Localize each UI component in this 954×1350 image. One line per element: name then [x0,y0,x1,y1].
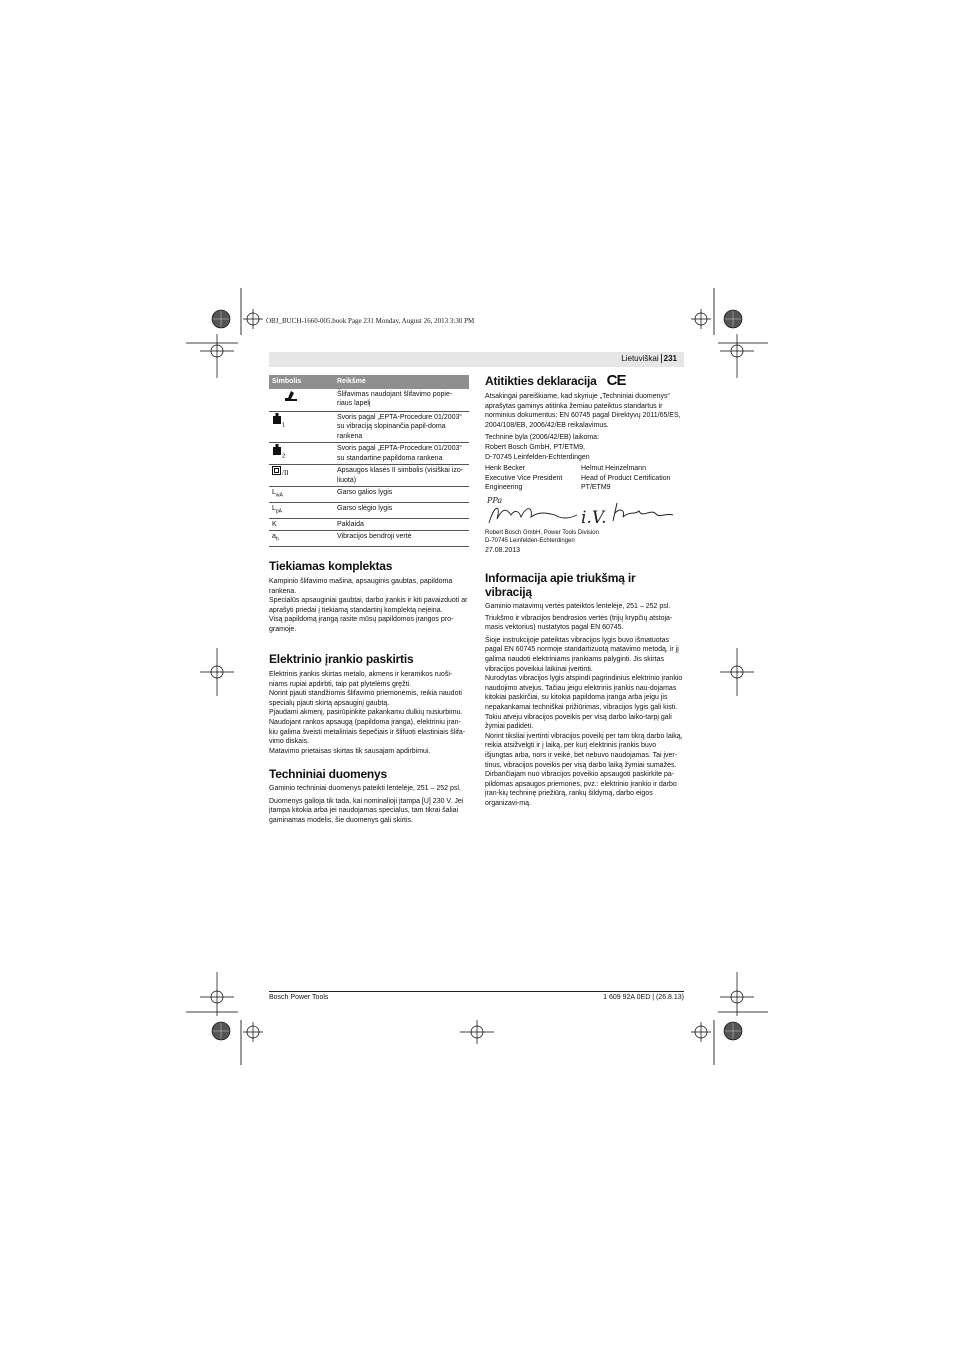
symbol-lwa-sub: wA [275,492,283,499]
supply-section [269,559,469,635]
noise-text-6: Dirbančiajam nuo vibracijos poveikio apsaugoti paskirkite pa-pildomas apsaugos priemones, pvz.: elektrinio įrankio ir darbo įran-kių techninę priežiūrą, rankų šildymą, darbo eigos organizavi-mą. [485,771,677,807]
signatory-right-title: Head of Product Certification [581,474,671,482]
table-cell-meaning: Vibracijos bendroji vertė [334,531,469,547]
ce-mark-icon: CE [606,372,626,389]
header-language: Lietuviškai [621,354,659,363]
supply-title: Tiekiamas komplektas [269,559,393,573]
noise-section [485,571,685,808]
use-text-4: Naudojant rankos apsaugą (papildoma įranga), elektriniu įran-kiu galima šveisti metaliniais šepečiais ir šlifuoti elastiniais šlifa-vimo diskais. [269,718,466,746]
conformity-title: Atitikties deklaracija [485,373,597,388]
conformity-text-4: D-70745 Leinfelden-Echterdingen [485,453,590,461]
weight-icon [272,444,282,459]
noise-text-3: Šioje instrukcijoje pateiktas vibracijos lygis buvo išmatuotas pagal EN 60745 normoje standartizuotą matavimo metodą, ir jį galima naudoti elektriniams įrankiams palyginti. Jis skirtas vibracijos poveikiui laikinai įvertinti. [485,636,679,673]
footer-right: 1 609 92A 0ED | (26.8.13) [603,994,684,1001]
signatory-left-title: Executive Vice President [485,474,563,482]
symbol-lwa: L [272,489,276,496]
page-number: 231 [663,354,677,363]
signatory-right-dept: PT/ETM9 [581,484,611,492]
tech-section [269,767,469,825]
tech-text-1: Gaminio techniniai duomenys pateikti lentelėje, 251 – 252 psl. [269,785,461,792]
weight-subscript: 2 [282,453,286,460]
signatory-left-name: Henk Becker [485,465,526,473]
address-line-1: Robert Bosch GmbH, Power Tools Division [485,529,599,536]
signature-ppa: PPa [487,495,503,505]
use-text-1: Elektrinis įrankis skirtas metalo, akmens ir keramikos ruoši-niams rupiai apdirbti, taip pat plytelėms gręžti. [269,671,453,688]
conformity-section [485,372,685,556]
symbol-ah: a [272,533,276,541]
table-cell-meaning: Paklaida [334,518,469,531]
footer-left: Bosch Power Tools [269,994,329,1001]
table-cell-meaning: Apsaugos klasės II simbolis (visiškai izo-liuota) [334,465,469,487]
symbol-table [269,375,469,547]
protection-class-icon [272,466,282,479]
noise-text-5: Norint tiksliai įvertinti vibracijos poveikį per tam tikrą darbo laiką, reikia atsižvelgti ir į laiką, per kurį elektrinis įrankis buvo išjungtas arba, nors ir veikė, bet nebuvo naudojamas. Tai įver-tinus, vibracijos poveikis per visą darbo laiką žymiai sumažės. [485,732,683,769]
use-section [269,652,469,756]
table-cell-meaning: Šlifavimas naudojant šlifavimo popie-riaus lapelį [334,389,469,412]
table-header-symbol: Simbolis [269,375,334,389]
table-row [269,443,469,465]
use-text-2: Norint pjauti standžiomis šlifavimo priemonėmis, reikia naudoti specialų pjauti skirtą apsauginį gaubtą. [269,690,462,707]
declaration-date: 27.08.2013 [485,546,521,554]
signature-iv: i.V. [581,507,607,528]
noise-title: Informacija apie triukšmą ir vibraciją [485,571,636,599]
noise-text-1: Gaminio matavimų vertės pateiktos lentelėje, 251 – 252 psl. [485,603,671,610]
conformity-text-2: Techninė byla (2006/42/EB) laikoma: [485,434,600,442]
symbol-k: K [269,518,334,531]
header-separator [661,354,662,363]
footer-rule [269,991,684,992]
tech-text-2: Duomenys galioja tik tada, kai nominalioji įtampa [U] 230 V. Jei įtampa kitokia arba jei naudojamas specialus, tam tikrai šaliai gaminamas modelis, šie duomenys gali skirtis. [269,797,464,824]
table-header-meaning: Reikšmė [334,375,469,389]
supply-text-2: Specialūs apsauginiai gaubtai, darbo įrankis ir kiti pavaizduoti ar aprašyti priedai į tiekiamą standartinį komplektą neįeina. [269,597,468,614]
signatures [485,493,685,529]
table-row [269,531,469,547]
page-header [269,352,684,367]
address-line-2: D-70745 Leinfelden-Echterdingen [485,538,575,545]
table-row [269,465,469,487]
signatory-names [485,464,685,474]
use-text-3: Pjaudami akmenį, pasirūpinkite pakankamu dulkių nusiurbimu. [269,709,463,717]
table-row [269,411,469,443]
symbol-lpa-sub: pA [275,508,283,515]
noise-text-2: Triukšmo ir vibracijos bendrosios vertės (trijų krypčių atstoja-masis vektorius) nustatytos pagal EN 60745. [485,614,673,632]
table-cell-meaning: Svoris pagal „EPTA-Procedure 01/2003“ su standartine papildoma rankena [334,443,469,465]
signatory-titles [485,474,685,484]
tech-title: Techniniai duomenys [269,767,387,781]
table-row [269,389,469,412]
use-text-5: Matavimo prietaisas skirtas tik sausajam apdirbimui. [269,747,431,755]
symbol-lpa: L [272,504,276,512]
weight-subscript: 1 [282,421,286,428]
table-cell-meaning: Garso galios lygis [334,487,469,503]
conformity-text-1: Atsakingai pareiškiame, kad skyriuje „Techniniai duomenys“ aprašytas gaminys atitinka žemiau pateiktus standartus ir norminius dokumentus: EN 60745 pagal Direktyvų 2011/65/ES, 2004/108/EB, 2006/42/EB reikalavimus. [485,393,681,429]
conformity-text-3: Robert Bosch GmbH, PT/ETM9, [485,443,585,451]
table-cell-meaning: Garso slėgio lygis [334,502,469,518]
table-header-row [269,375,469,389]
table-cell-meaning: Svoris pagal „EPTA-Procedure 01/2003“ su vibraciją slopinančia papil-doma rankena [334,411,469,443]
supply-text-3: Visą papildomą įrangą rasite mūsų papildomos įrangos pro-gramoje. [269,616,454,633]
signatory-left-dept: Engineering [485,484,523,492]
table-row [269,518,469,531]
signatory-right-name: Helmut Heinzelmann [581,465,646,473]
supply-text-1: Kampinio šlifavimo mašina, apsauginis gaubtas, papildoma rankena. [269,578,453,595]
sanding-sheet-icon [284,390,298,406]
table-row [269,502,469,518]
table-row [269,487,469,503]
use-title: Elektrinio įrankio paskirtis [269,652,414,666]
noise-text-4: Nurodytas vibracijos lygis atspindi pagrindinius elektrinio įrankio naudojimo atvejus. Tačiau jeigu elektrinis įrankis nau-dojamas kitokiai paskirčiai, su kitokia papildoma įranga arba jeigu jis nepakankamai techniškai prižiūrimas, vibracijos lygis gali kisti. Tokiu atveju vibracijos poveikis per visą darbo laiko-tarpį gali žymiai padidėti. [485,675,683,731]
signatory-depts [485,483,685,493]
protection-class-label: /II [282,469,289,477]
file-slug: OBJ_BUCH-1660-005.book Page 231 Monday, August 26, 2013 3:30 PM [266,317,475,325]
symbol-ah-sub: h [275,536,279,543]
weight-icon [272,413,282,428]
